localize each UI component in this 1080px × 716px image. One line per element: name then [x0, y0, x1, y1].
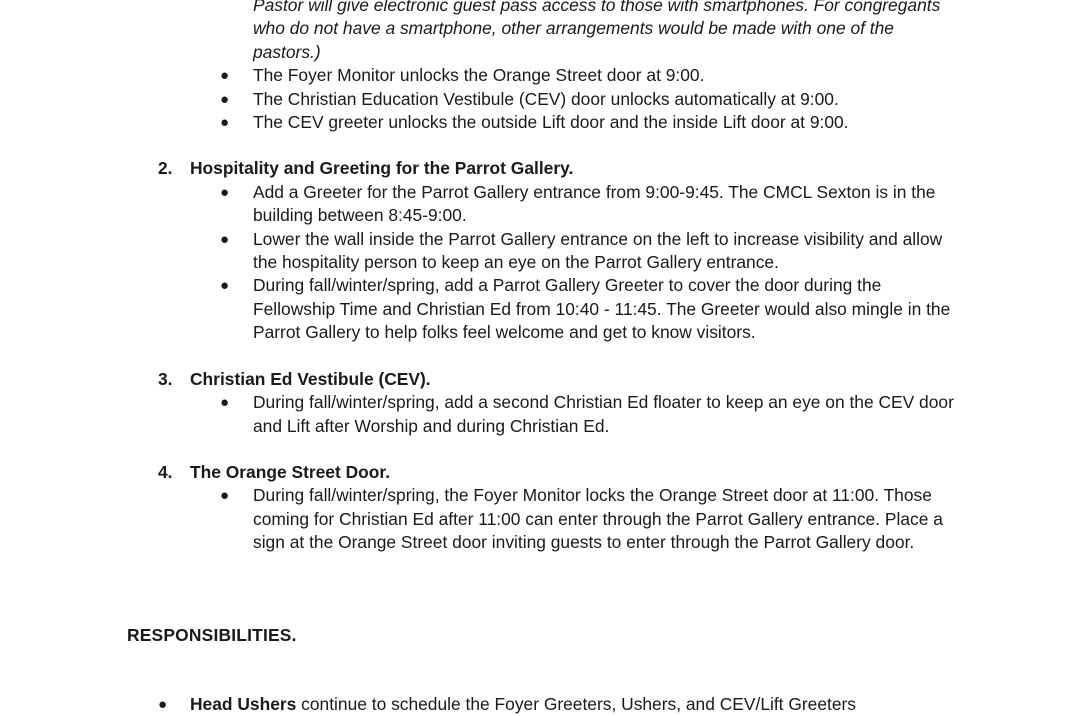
section-3-bullet-list	[0, 391, 1080, 438]
bullet-icon: ●	[220, 90, 230, 108]
list-item	[0, 274, 1080, 344]
responsibilities-heading: RESPONSIBILITIES.	[127, 624, 297, 645]
bullet-icon: ●	[220, 67, 230, 85]
list-item	[0, 484, 1080, 554]
bullet-icon: ●	[220, 230, 230, 248]
list-item-text: The CEV greeter unlocks the outside Lift door and the inside Lift door at 9:00.	[253, 112, 849, 133]
section-number: 3.	[158, 368, 173, 389]
spacer	[0, 134, 1080, 157]
spacer	[0, 555, 1080, 601]
section-number: 4.	[158, 461, 173, 482]
spacer	[0, 438, 1080, 461]
list-item-text: The Christian Education Vestibule (CEV) door unlocks automatically at 9:00.	[253, 88, 839, 109]
spacer	[0, 647, 1080, 693]
list-item	[0, 64, 1080, 87]
section-heading-3	[0, 368, 1080, 391]
bullet-icon: ●	[220, 277, 230, 295]
list-item	[0, 88, 1080, 111]
bullet-icon: ●	[220, 183, 230, 201]
bullet-icon: ●	[158, 695, 168, 713]
section-number: 2.	[158, 158, 173, 179]
list-item-text: During fall/winter/spring, the Foyer Monitor locks the Orange Street door at 11:00. Those coming for Christian Ed after 11:00 can enter through the Parrot Gallery entrance. Place a sign at the Orange Street door inviting guests to enter through the Parrot Gallery door.	[253, 485, 943, 553]
list-item-text: During fall/winter/spring, add a second Christian Ed floater to keep an eye on the CEV door and Lift after Worship and during Christian Ed.	[253, 392, 954, 436]
section-heading-2	[0, 157, 1080, 180]
list-item-text: Add a Greeter for the Parrot Gallery entrance from 9:00-9:45. The CMCL Sexton is in the building between 8:45-9:00.	[253, 181, 936, 226]
section-title: Christian Ed Vestibule (CEV).	[190, 368, 431, 389]
responsibilities-list	[0, 693, 1080, 716]
bullet-icon: ●	[220, 487, 230, 505]
list-item	[0, 111, 1080, 134]
spacer	[0, 601, 1080, 624]
list-item-text: continue to schedule the Foyer Greeters, Ushers, and CEV/Lift Greeters	[296, 693, 856, 714]
list-item	[0, 181, 1080, 228]
list-item-text: Lower the wall inside the Parrot Gallery entrance on the left to increase visibility and allow the hospitality person to keep an eye on the Parrot Gallery entrance.	[253, 228, 943, 273]
list-item-text: The Foyer Monitor unlocks the Orange Street door at 9:00.	[253, 65, 705, 86]
section-heading-4	[0, 461, 1080, 484]
section-title: Hospitality and Greeting for the Parrot Gallery.	[190, 158, 574, 179]
section-title: The Orange Street Door.	[190, 461, 391, 482]
list-item-text: During fall/winter/spring, add a Parrot Gallery Greeter to cover the door during the Fellowship Time and Christian Ed from 10:40 - 11:45. The Greeter would also mingle in the Parrot Gallery to help folks feel welcome and get to know visitors.	[253, 275, 951, 343]
list-item	[0, 228, 1080, 275]
list-item	[0, 391, 1080, 438]
intro-bullet-list	[0, 64, 1080, 134]
spacer	[0, 345, 1080, 368]
intro-italic-paragraph: Pastor will give electronic guest pass access to those with smartphones. For congregants who do not have a smartphone, other arrangements would be made with one of the pastors.)	[253, 0, 941, 62]
bullet-icon: ●	[220, 394, 230, 412]
list-item	[0, 693, 1080, 716]
section-4-bullet-list	[0, 484, 1080, 554]
section-2-bullet-list	[0, 181, 1080, 345]
bullet-icon: ●	[220, 114, 230, 132]
list-item-lead: Head Ushers	[190, 693, 297, 714]
